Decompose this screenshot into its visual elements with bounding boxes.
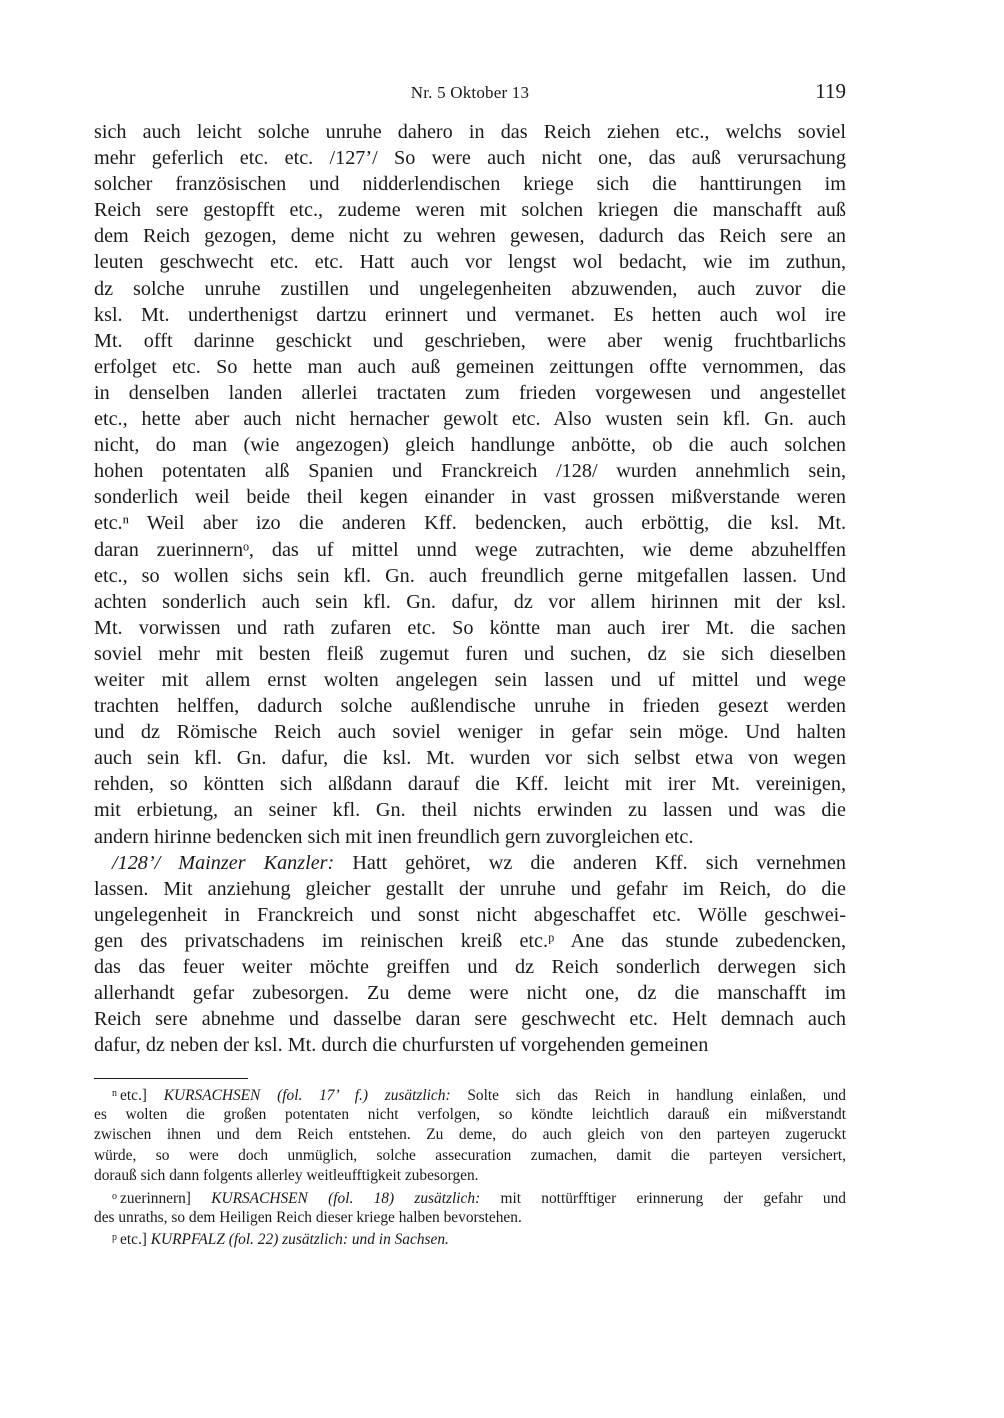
text-line: Mt. offt darinne geschickt und geschrieben, were aber wenig fruchtbarlichs: [94, 329, 846, 352]
footnote-first-line: [94, 1084, 846, 1105]
footnote-text: Solte sich das Reich in handlung einlaßen, und: [450, 1087, 846, 1104]
text-line: auch sein kfl. Gn. dafur, die ksl. Mt. wurden vor sich selbst etwa von wegen: [94, 747, 846, 770]
footnote-source: KURPFALZ (fol. 22) zusätzlich: und in Sachsen.: [146, 1231, 449, 1249]
footnote-line: würde, so were doch unmüglich, solche assecuration zumachen, damit die parteyen versichert,: [94, 1146, 846, 1164]
footnote-marker: p: [112, 1232, 117, 1244]
text-line: dafur, dz neben der ksl. Mt. durch die churfursten uf vorgehenden gemeinen: [94, 1034, 709, 1057]
text-line: dem Reich gezogen, deme nicht zu wehren gewesen, dadurch das Reich sere an: [94, 225, 846, 248]
footnote-first-line: [94, 1228, 846, 1249]
text-line: sich auch leicht solche unruhe dahero in das Reich ziehen etc., welchs soviel: [94, 121, 846, 143]
text-line: sonderlich weil beide theil kegen einander in vast grossen mißverstande weren: [94, 486, 846, 509]
text-line: solcher französischen und nidderlendischen kriege sich die hanttirungen im: [94, 173, 846, 196]
text-line: ksl. Mt. underthenigst dartzu erinnert und vermanet. Es hetten auch wol ire: [94, 303, 846, 326]
text-line: mit erbietung, an seiner kfl. Gn. theil nichts erwinden zu lassen und was die: [94, 799, 846, 822]
text-line: achten sonderlich auch sein kfl. Gn. dafur, dz vor allem hirinnen mit der ksl.: [94, 590, 846, 613]
footnote-line: zwischen ihnen und dem Reich entstehen. Zu deme, do auch gleich von den parteyen zugeruckt: [94, 1126, 846, 1144]
footnotes: [94, 1084, 846, 1249]
text-line: allerhandt gefar zubesorgen. Zu deme were nicht one, dz die manschafft im: [94, 982, 846, 1005]
text-line: dz solche unruhe zustillen und ungelegenheiten abzuwenden, auch zuvor die: [94, 277, 846, 300]
text-line: mehr geferlich etc. etc. /127’/ So were auch nicht one, das auß verursachung: [94, 147, 846, 170]
footnote-marker: n: [112, 1088, 117, 1099]
page-number: 119: [815, 79, 846, 103]
footnote-lemma: zuerinnern]: [120, 1189, 191, 1207]
text-line: lassen. Mit anziehung gleicher gestallt der unruhe und gefahr im Reich, do die: [94, 877, 846, 900]
footnote-lemma: etc.]: [120, 1231, 147, 1249]
text-line: soviel mehr mit besten fleiß zugemut furen und suchen, dz sie sich dieselben: [94, 642, 846, 665]
footnote-first-line: [94, 1187, 846, 1208]
text-line: hohen potentaten alß Spanien und Franckreich /128/ wurden annehmlich sein,: [94, 460, 846, 483]
text-line: daran zuerinnernᵒ, das uf mittel unnd wege zutrachten, wie deme abzuhelffen: [94, 538, 846, 561]
footnote-text: mit nottürfftiger erinnerung der gefahr und: [480, 1189, 846, 1207]
text-line: weiter mit allem ernst wolten angelegen sein lassen und uf mittel und wege: [94, 668, 846, 691]
footnote-o: [94, 1187, 846, 1228]
text-line: etc., hette aber auch nicht hernacher gewolt etc. Also wusten sein kfl. Gn. auch: [94, 408, 846, 431]
text-line: etc.ⁿ Weil aber izo die anderen Kff. bedencken, auch erböttig, die ksl. Mt.: [94, 512, 846, 535]
footnote-lemma: etc.]: [120, 1087, 147, 1104]
paragraph-1: [94, 119, 846, 850]
footnote-separator: [94, 1078, 248, 1079]
paragraph-2-first-line: [94, 850, 846, 876]
running-header: [94, 76, 846, 106]
text-line: trachten helffen, dadurch solche außlendische unruhe in frieden gesezt werden: [94, 695, 846, 718]
text-line: andern hirinne bedencken sich mit inen freundlich gern zuvorgleichen etc.: [94, 825, 694, 848]
main-text: [94, 119, 846, 1058]
text-line: leuten geschwecht etc. etc. Hatt auch vor lengst wol bedacht, wie im zuthun,: [94, 251, 846, 274]
footnote-n: [94, 1084, 846, 1187]
text-line: gen des privatschadens im reinischen kreiß etc.ᵖ Ane das stunde zubedencken,: [94, 929, 846, 952]
footnote-marker: o: [112, 1190, 117, 1202]
footnote-line: des unraths, so dem Heiligen Reich dieser kriege halben bevorstehen.: [94, 1208, 522, 1226]
running-title: Nr. 5 Oktober 13: [410, 83, 530, 102]
text-line: etc., so wollen sichs sein kfl. Gn. auch freundlich gerne mitgefallen lassen. Und: [94, 564, 846, 587]
paragraph-2: [94, 850, 846, 1059]
text-line: ungelegenheit in Franckreich und sonst nicht abgeschaffet etc. Wölle geschwei-: [94, 903, 846, 926]
text-line: und dz Römische Reich auch soviel weniger in gefar sein möge. Und halten: [94, 721, 846, 744]
footnote-source: KURSACHSEN (fol. 18) zusätzlich:: [190, 1189, 481, 1207]
text-line: erfolget etc. So hette man auch auß gemeinen zeittungen offte vernommen, das: [94, 355, 846, 378]
text-line: Mt. vorwissen und rath zufaren etc. So köntte man auch irer Mt. die sachen: [94, 616, 846, 639]
footnote-line: dorauß sich dann folgents allerley weitleufftigkeit zubesorgen.: [94, 1167, 479, 1185]
text-line: Reich sere abnehme und dasselbe daran sere geschwecht etc. Helt demnach auch: [94, 1008, 846, 1031]
text-line: nicht, do man (wie angezogen) gleich handlunge anbötte, ob die auch solchen: [94, 434, 846, 457]
footnote-p: [94, 1228, 846, 1249]
footnote-line: es wolten die großen potentaten nicht verfolgen, so köndte leichtlich darauß ein mißverstandt: [94, 1105, 846, 1123]
speaker-label: /128’/ Mainzer Kanzler:: [112, 851, 335, 874]
footnote-source: KURSACHSEN (fol. 17’ f.) zusätzlich:: [146, 1087, 451, 1104]
paragraph-2-first-line-text: Hatt gehöret, wz die anderen Kff. sich vernehmen: [334, 851, 846, 874]
text-line: rehden, so köntten sich alßdann darauf die Kff. leicht mit irer Mt. vereinigen,: [94, 773, 846, 796]
text-line: in denselben landen allerlei tractaten zum frieden vorgewesen und angestellet: [94, 381, 846, 404]
text-line: das das feuer weiter möchte greiffen und dz Reich sonderlich derwegen sich: [94, 956, 846, 978]
text-line: Reich sere gestopfft etc., zudeme weren mit solchen kriegen die manschafft auß: [94, 199, 846, 222]
